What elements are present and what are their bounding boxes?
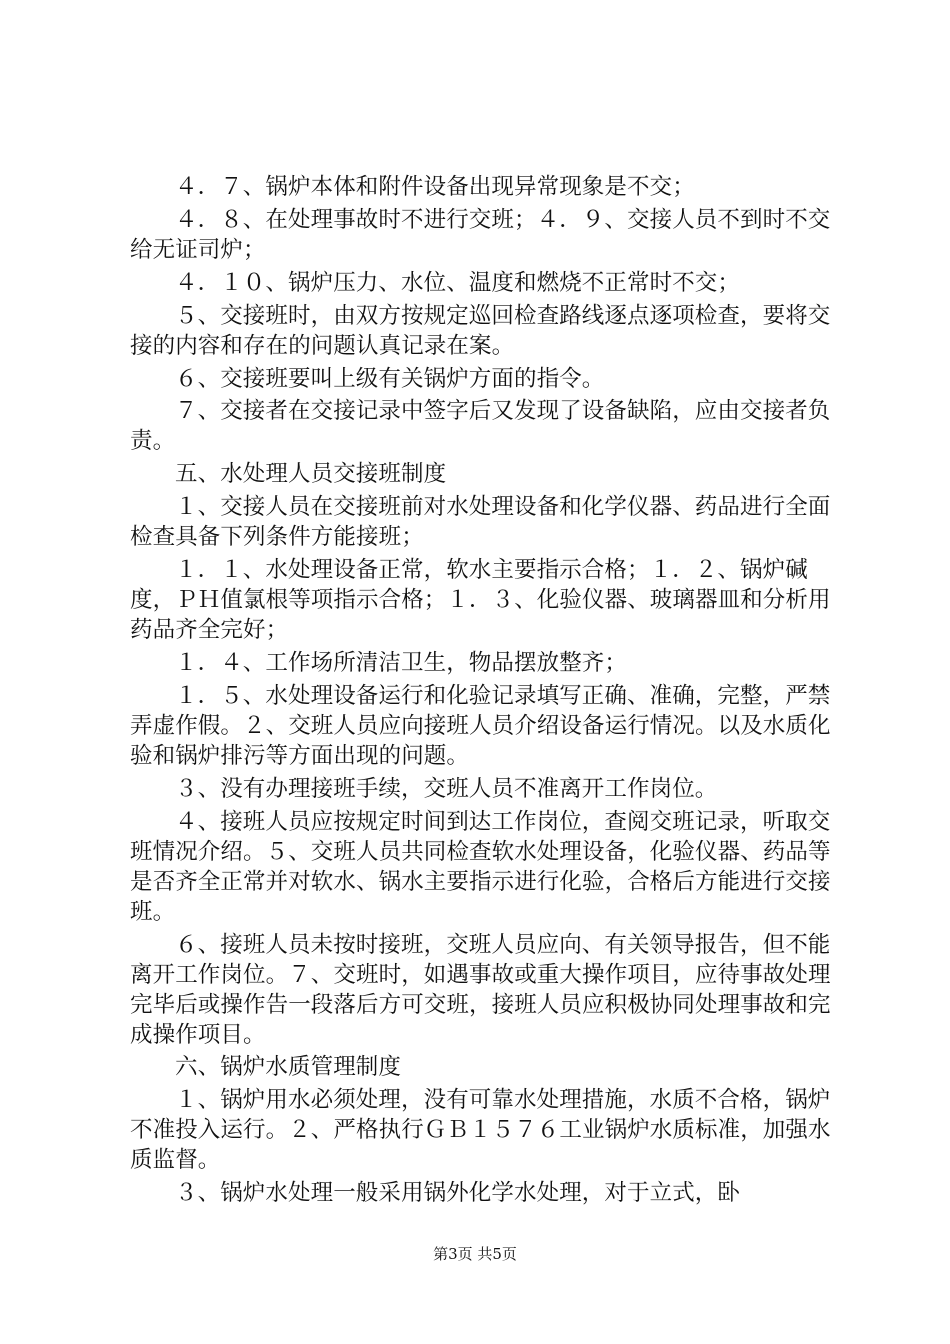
paragraph-s5-4: ４、接班人员应按规定时间到达工作岗位，查阅交班记录，听取交班情况介绍。５、交班人员共同检查软水处理设备，化验仪器、药品等是否齐全正常并对软水、锅水主要指示进行化验，合格后方能进行交接班。 xyxy=(130,808,831,925)
paragraph-4-10: ４．１０、锅炉压力、水位、温度和燃烧不正常时不交； xyxy=(175,269,741,296)
section-heading-6: 六、锅炉水质管理制度 xyxy=(175,1054,402,1081)
paragraph-6: ６、交接班要叫上级有关锅炉方面的指令。 xyxy=(175,365,605,392)
paragraph-4-7: ４．７、锅炉本体和附件设备出现异常现象是不交； xyxy=(175,174,695,200)
page-number-footer: 第3页 共5页 xyxy=(433,1245,517,1263)
paragraph-s6-1: １、锅炉用水必须处理，没有可靠水处理措施，水质不合格，锅炉不准投入运行。２、严格执行ＧＢ１５７６工业锅炉水质标准，加强水质监督。 xyxy=(130,1087,831,1174)
paragraph-s5-1-5: １．５、水处理设备运行和化验记录填写正确、准确，完整，严禁弄虚作假。２、交班人员应向接班人员介绍设备运行情况。以及水质化验和锅炉排污等方面出现的问题。 xyxy=(130,682,831,769)
document-body xyxy=(130,172,838,1211)
paragraph-s5-1-1: １．１、水处理设备正常，软水主要指示合格；１．２、锅炉碱度，ＰＨ值氯根等项指示合格；１．３、化验仪器、玻璃器皿和分析用药品齐全完好； xyxy=(130,557,831,644)
paragraph-5: ５、交接班时，由双方按规定巡回检查路线逐点逐项检查，要将交接的内容和存在的问题认真记录在案。 xyxy=(130,302,831,359)
paragraph-s5-1-4: １．４、工作场所清洁卫生，物品摆放整齐； xyxy=(175,650,628,677)
section-heading-5: 五、水处理人员交接班制度 xyxy=(175,461,447,488)
paragraph-s6-3: ３、锅炉水处理一般采用锅外化学水处理，对于立式，卧 xyxy=(175,1180,741,1207)
paragraph-s5-1: １、交接人员在交接班前对水处理设备和化学仪器、药品进行全面检查具备下列条件方能接班； xyxy=(130,494,831,551)
paragraph-4-8: ４．８、在处理事故时不进行交班；４．９、交接人员不到时不交给无证司炉； xyxy=(130,206,831,263)
paragraph-s5-3: ３、没有办理接班手续，交班人员不准离开工作岗位。 xyxy=(175,775,718,802)
paragraph-7: ７、交接者在交接记录中签字后又发现了设备缺陷，应由交接者负责。 xyxy=(130,398,831,455)
paragraph-s5-6: ６、接班人员未按时接班，交班人员应向、有关领导报告，但不能离开工作岗位。７、交班时，如遇事故或重大操作项目，应待事故处理完毕后或操作告一段落后方可交班，接班人员应积极协同处理事故和完成操作项目。 xyxy=(130,931,831,1048)
